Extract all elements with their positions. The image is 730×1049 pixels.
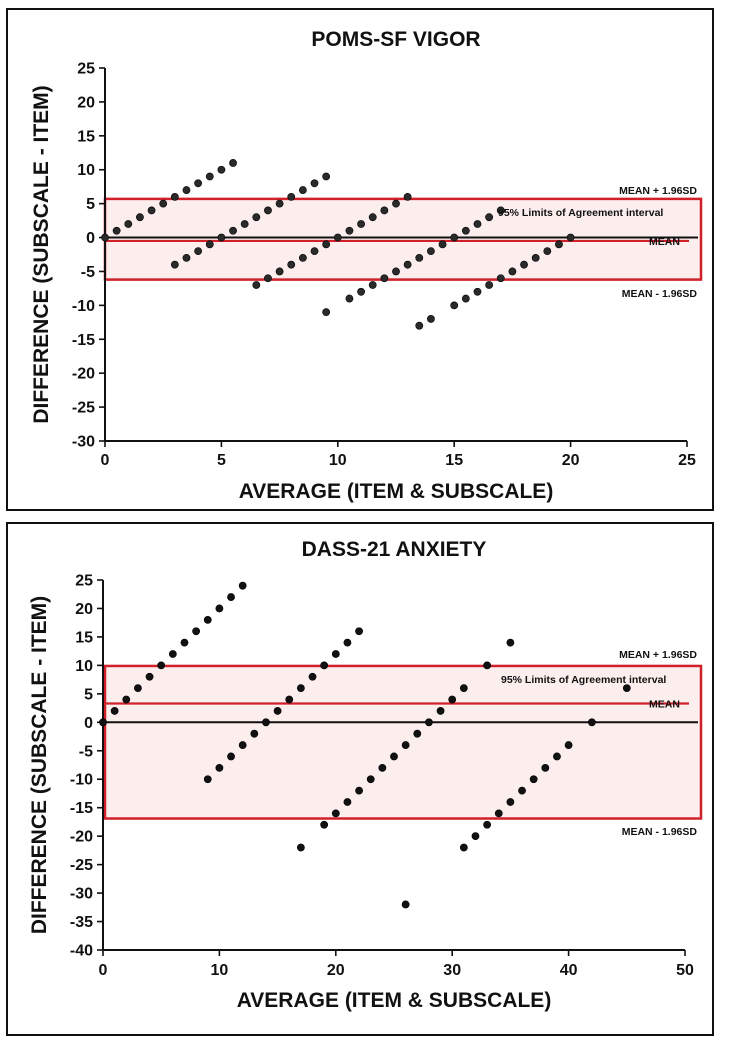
data-point [404,261,411,268]
data-point [274,707,281,714]
y-tick-label: 20 [77,94,95,112]
data-point [509,268,516,275]
data-point [484,662,491,669]
data-point [251,730,258,737]
y-tick-label: 0 [86,230,95,248]
data-point [218,166,225,173]
y-tick-label: -10 [71,297,95,315]
data-point [425,719,432,726]
data-point [416,254,423,261]
data-point [321,821,328,828]
y-tick-label: -20 [71,365,95,383]
data-point [474,288,481,295]
data-point [346,295,353,302]
y-tick-label: -10 [69,771,93,789]
y-tick-label: -30 [69,885,93,903]
data-point [449,696,456,703]
y-tick-label: -5 [78,743,93,761]
data-point [299,186,306,193]
y-tick-label: 20 [75,600,93,618]
data-point [218,234,225,241]
data-point [323,241,330,248]
data-point [357,220,364,227]
data-point [288,261,295,268]
data-point [555,241,562,248]
data-point [160,200,167,207]
data-point [486,281,493,288]
data-point [229,227,236,234]
chart-panel-poms-vigor [6,8,714,511]
data-point [369,214,376,221]
data-point [101,234,108,241]
data-point [183,254,190,261]
data-point [264,275,271,282]
data-point [171,193,178,200]
data-point [544,248,551,255]
data-point [239,741,246,748]
data-point [472,833,479,840]
chart-title: DASS-21 ANXIETY [301,538,487,561]
data-point [286,696,293,703]
data-point [346,227,353,234]
x-tick-label: 30 [443,962,462,979]
chart-title: POMS-SF VIGOR [311,28,481,51]
data-point [146,673,153,680]
data-point [134,685,141,692]
data-point [402,901,409,908]
x-axis-label: AVERAGE (ITEM & SUBSCALE) [236,989,552,1012]
data-point [427,315,434,322]
y-tick-label: -5 [80,263,95,281]
x-tick-label: 20 [561,452,580,469]
data-point [276,200,283,207]
y-tick-label: 5 [84,686,93,704]
data-point [392,268,399,275]
data-point [148,207,155,214]
chart-panel-dass-anxiety [6,522,714,1036]
y-tick-label: 15 [75,629,93,647]
data-point [216,605,223,612]
data-point [404,193,411,200]
y-tick-label: -25 [69,857,93,875]
data-point [507,639,514,646]
data-point [462,227,469,234]
data-point [311,248,318,255]
data-point [414,730,421,737]
data-point [439,241,446,248]
data-point [542,764,549,771]
x-tick-label: 0 [100,452,110,469]
data-point [171,261,178,268]
data-point [532,254,539,261]
data-point [229,159,236,166]
x-tick-label: 15 [445,452,464,469]
data-point [355,628,362,635]
data-point [357,288,364,295]
data-point [216,764,223,771]
data-point [460,685,467,692]
y-tick-label: -15 [71,331,95,349]
data-point [497,275,504,282]
mean-label: MEAN [649,235,680,248]
upper-limit-label: MEAN + 1.96SD [619,649,697,661]
x-tick-label: 10 [210,962,229,979]
data-point [227,593,234,600]
bland-altman-plot-dass-anxiety [8,524,712,1034]
y-tick-label: -25 [71,399,95,417]
data-point [111,707,118,714]
data-point [390,753,397,760]
data-point [136,214,143,221]
data-point [567,234,574,241]
lower-limit-label: MEAN - 1.96SD [621,826,697,838]
data-point [195,180,202,187]
data-point [369,281,376,288]
data-point [309,673,316,680]
data-point [437,707,444,714]
data-point [367,776,374,783]
interval-label: 95% Limits of Agreement interval [501,673,667,686]
data-point [206,241,213,248]
data-point [334,234,341,241]
data-point [311,180,318,187]
x-tick-label: 5 [216,452,226,469]
x-axis-label: AVERAGE (ITEM & SUBSCALE) [238,480,554,503]
y-tick-label: -35 [69,914,93,932]
data-point [262,719,269,726]
data-point [321,662,328,669]
data-point [495,810,502,817]
y-tick-label: 10 [77,162,95,180]
data-point [462,295,469,302]
y-tick-label: 25 [75,572,93,590]
data-point [381,207,388,214]
data-point [344,798,351,805]
x-tick-label: 25 [678,452,696,469]
data-point [518,787,525,794]
data-point [227,753,234,760]
data-point [323,309,330,316]
data-point [323,173,330,180]
y-tick-label: 5 [86,196,95,214]
y-tick-label: -40 [69,942,93,960]
data-point [484,821,491,828]
data-point [253,281,260,288]
data-point [264,207,271,214]
x-tick-label: 20 [326,962,345,979]
data-point [183,186,190,193]
data-point [416,322,423,329]
data-point [253,214,260,221]
data-point [379,764,386,771]
data-point [451,234,458,241]
data-point [169,650,176,657]
data-point [288,193,295,200]
data-point [507,798,514,805]
data-point [451,302,458,309]
data-point [474,220,481,227]
data-point [332,650,339,657]
mean-label: MEAN [649,698,680,711]
x-tick-label: 40 [559,962,578,979]
data-point [355,787,362,794]
y-tick-label: -15 [69,800,93,818]
data-point [460,844,467,851]
y-tick-label: 0 [84,714,93,732]
data-point [565,741,572,748]
data-point [427,248,434,255]
data-point [158,662,165,669]
data-point [99,719,106,726]
y-tick-label: -30 [71,433,95,451]
interval-label: 95% Limits of Agreement interval [498,206,664,219]
x-tick-label: 50 [676,962,694,979]
data-point [297,685,304,692]
data-point [276,268,283,275]
data-point [195,248,202,255]
data-point [392,200,399,207]
data-point [332,810,339,817]
data-point [553,753,560,760]
lower-limit-label: MEAN - 1.96SD [621,288,697,300]
data-point [402,741,409,748]
data-point [530,776,537,783]
data-point [520,261,527,268]
y-tick-label: -20 [69,828,93,846]
data-point [299,254,306,261]
x-tick-label: 10 [328,452,347,469]
y-tick-label: 15 [77,128,95,146]
data-point [204,616,211,623]
y-axis-label: DIFFERENCE (SUBSCALE - ITEM) [30,85,53,424]
data-point [193,628,200,635]
x-tick-label: 0 [98,962,108,979]
data-point [181,639,188,646]
data-point [344,639,351,646]
data-point [125,220,132,227]
upper-limit-label: MEAN + 1.96SD [619,185,697,197]
data-point [123,696,130,703]
data-point [113,227,120,234]
y-tick-label: 10 [75,657,93,675]
y-axis-label: DIFFERENCE (SUBSCALE - ITEM) [28,595,51,935]
data-point [381,275,388,282]
data-point [241,220,248,227]
data-point [297,844,304,851]
data-point [486,214,493,221]
data-point [588,719,595,726]
bland-altman-plot-poms-vigor [8,10,712,509]
y-tick-label: 25 [77,60,95,78]
data-point [204,776,211,783]
data-point [206,173,213,180]
data-point [239,582,246,589]
